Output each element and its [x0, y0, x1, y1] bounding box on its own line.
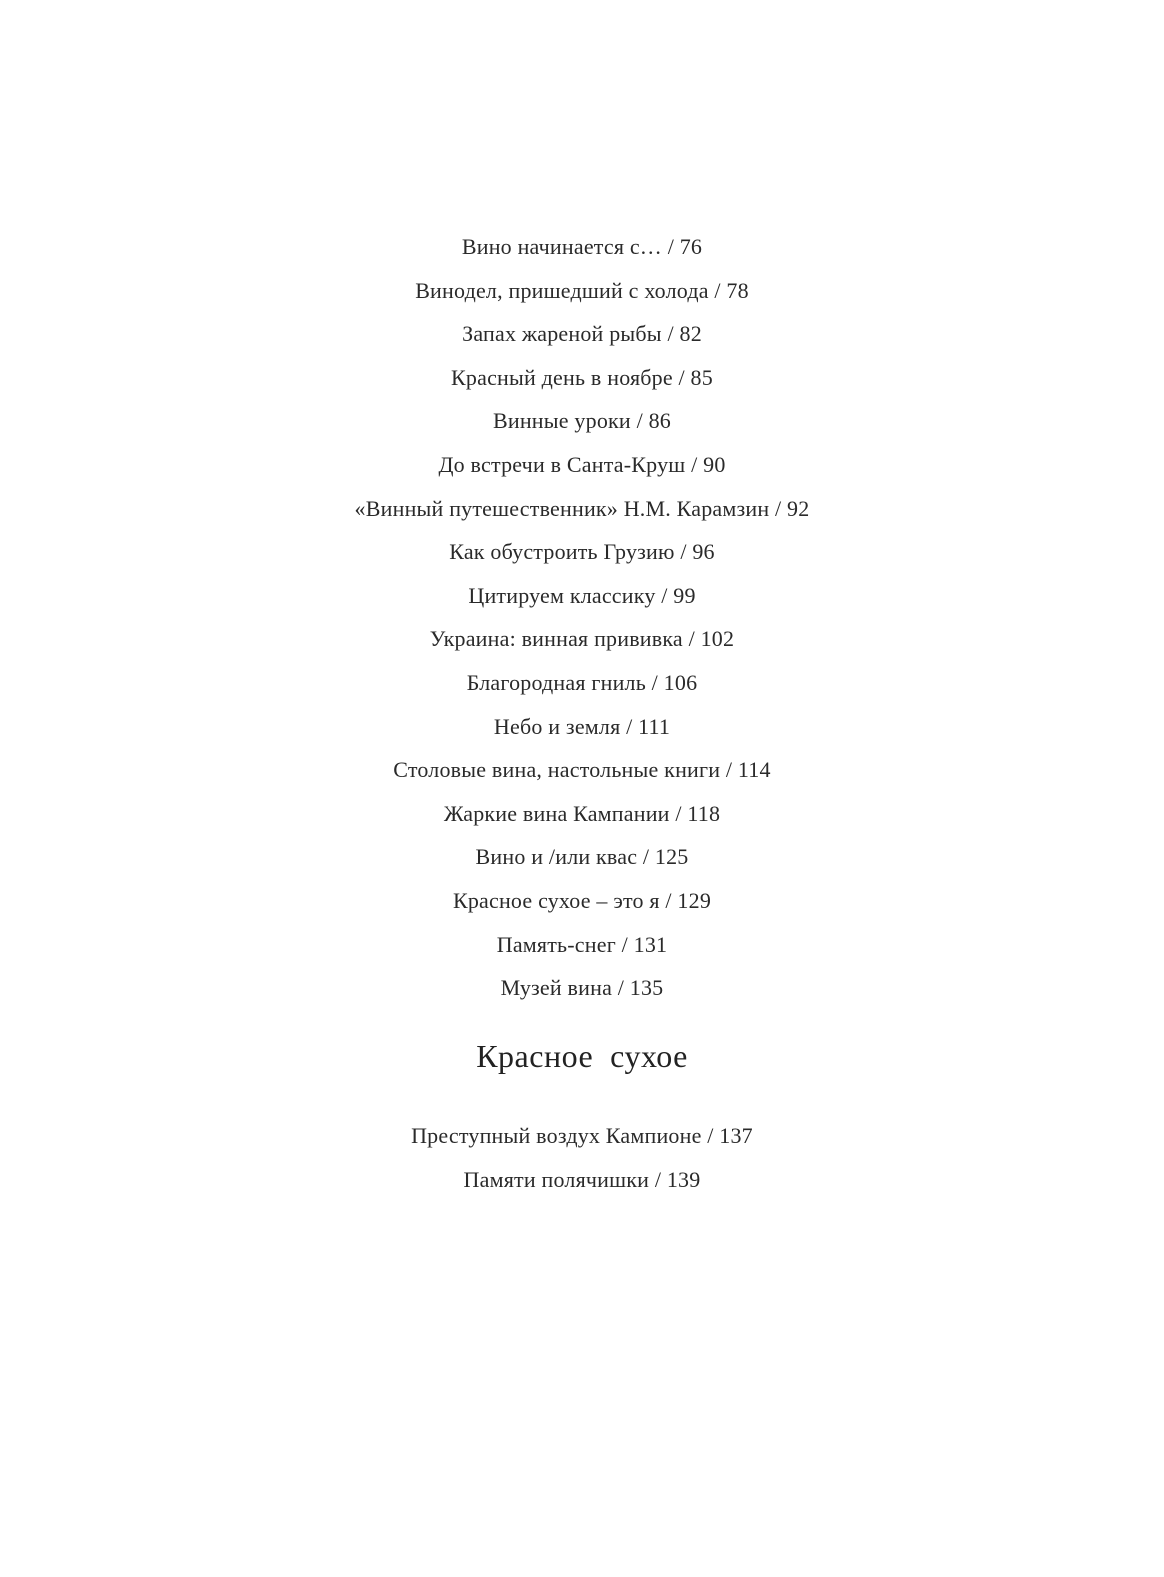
toc-entry: Украина: винная прививка / 102: [429, 626, 735, 652]
toc-entry: Благородная гниль / 106: [466, 669, 698, 695]
toc-entry: Запах жареной рыбы / 82: [462, 321, 702, 347]
toc-entry: Жаркие вина Кампании / 118: [443, 800, 721, 826]
toc-list-part2: [0, 1114, 1164, 1201]
toc-entry: Памяти полячишки / 139: [463, 1166, 701, 1192]
toc-entry: До встречи в Санта-Круш / 90: [438, 451, 726, 477]
toc-list-part1: [0, 225, 1164, 1010]
toc-entry: Преступный воздух Кампионе / 137: [411, 1123, 753, 1148]
toc-entry: Вино начинается с… / 76: [461, 234, 703, 259]
section-heading: Красное сухое: [476, 1038, 688, 1074]
toc-entry: Музей вина / 135: [500, 975, 664, 1001]
toc-entry: Цитируем классику / 99: [468, 582, 696, 608]
toc-entry: «Винный путешественник» Н.М. Карамзин / 92: [354, 495, 810, 521]
toc-entry: Память-снег / 131: [496, 931, 668, 957]
toc-entry: Винодел, пришедший с холода / 78: [415, 277, 749, 303]
toc-entry: Вино и /или квас / 125: [475, 844, 689, 870]
toc-entry: Красный день в ноябре / 85: [451, 364, 713, 390]
toc-entry: Красное сухое – это я / 129: [452, 887, 712, 913]
toc-entry: Винные уроки / 86: [492, 408, 671, 434]
toc-entry: Столовые вина, настольные книги / 114: [393, 757, 771, 783]
toc-entry: Как обустроить Грузию / 96: [449, 539, 715, 565]
toc-entry: Небо и земля / 111: [493, 713, 671, 739]
